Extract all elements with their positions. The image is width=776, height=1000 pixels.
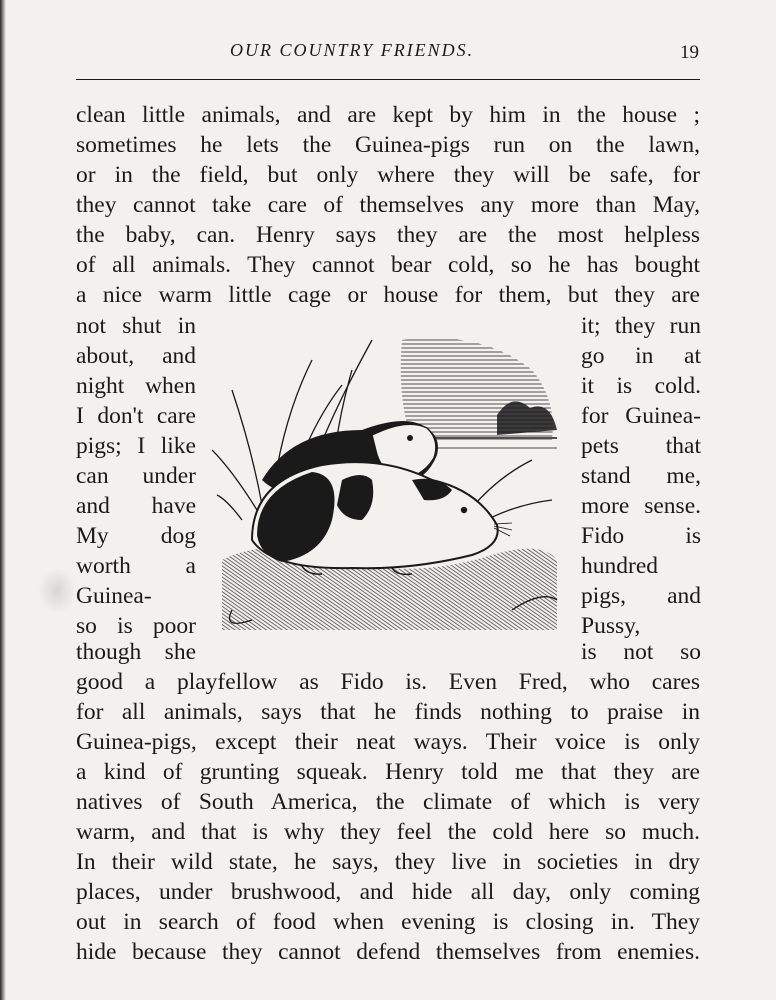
- page-number: 19: [680, 42, 699, 63]
- left-column-line: so is poor: [76, 613, 196, 639]
- left-column-line: pigs; I like: [76, 433, 196, 459]
- text-line: a kind of grunting squeak. Henry told me that they are: [76, 759, 700, 785]
- text-line: hide because they cannot defend themselves from enemies.: [76, 939, 700, 965]
- text-line: the baby, can. Henry says they are the most helpless: [76, 222, 700, 248]
- left-column-line: though she: [76, 639, 196, 665]
- right-column-line: stand me,: [581, 463, 701, 489]
- right-column-line: Pussy,: [581, 613, 641, 639]
- right-column-line: hundred: [581, 553, 659, 579]
- paper-stain: [38, 568, 76, 614]
- text-line: Guinea-pigs, except their neat ways. Their voice is only: [76, 729, 700, 755]
- text-line: warm, and that is why they feel the cold here so much.: [76, 819, 700, 845]
- left-column-line: about, and: [76, 343, 196, 369]
- left-column-line: Guinea-: [76, 583, 152, 609]
- text-line: a nice warm little cage or house for them, but they are: [76, 282, 700, 308]
- right-column-line: is not so: [581, 639, 701, 665]
- left-column-line: and have: [76, 493, 196, 519]
- text-line: places, under brushwood, and hide all day, only coming: [76, 879, 700, 905]
- right-column-line: for Guinea-: [581, 403, 701, 429]
- right-column-line: it is cold.: [581, 373, 701, 399]
- left-column-line: My dog: [76, 523, 196, 549]
- left-column-line: night when: [76, 373, 196, 399]
- text-line: they cannot take care of themselves any more than May,: [76, 192, 700, 218]
- right-column-line: pets that: [581, 433, 701, 459]
- guinea-pigs-engraving-icon: [212, 330, 562, 635]
- text-line: clean little animals, and are kept by him in the house ;: [76, 102, 700, 128]
- header-rule: [76, 79, 700, 80]
- text-line: or in the field, but only where they will be safe, for: [76, 162, 700, 188]
- text-line: natives of South America, the climate of which is very: [76, 789, 700, 815]
- text-line: sometimes he lets the Guinea-pigs run on the lawn,: [76, 132, 700, 158]
- right-column-line: go in at: [581, 343, 701, 369]
- right-column-line: pigs, and: [581, 583, 701, 609]
- text-line: of all animals. They cannot bear cold, so he has bought: [76, 252, 700, 278]
- right-column-line: it; they run: [581, 313, 701, 339]
- left-column-line: I don't care: [76, 403, 196, 429]
- text-line: good a playfellow as Fido is. Even Fred, who cares: [76, 669, 700, 695]
- right-column-line: Fido is: [581, 523, 701, 549]
- left-column-line: can under: [76, 463, 196, 489]
- running-head: OUR COUNTRY FRIENDS.: [230, 40, 475, 60]
- text-line: for all animals, says that he finds nothing to praise in: [76, 699, 700, 725]
- right-column-line: more sense.: [581, 493, 701, 519]
- left-column-line: not shut in: [76, 313, 196, 339]
- left-column-line: worth a: [76, 553, 196, 579]
- page-edge-shadow: [0, 0, 6, 1000]
- text-line: In their wild state, he says, they live in societies in dry: [76, 849, 700, 875]
- text-line: out in search of food when evening is closing in. They: [76, 909, 700, 935]
